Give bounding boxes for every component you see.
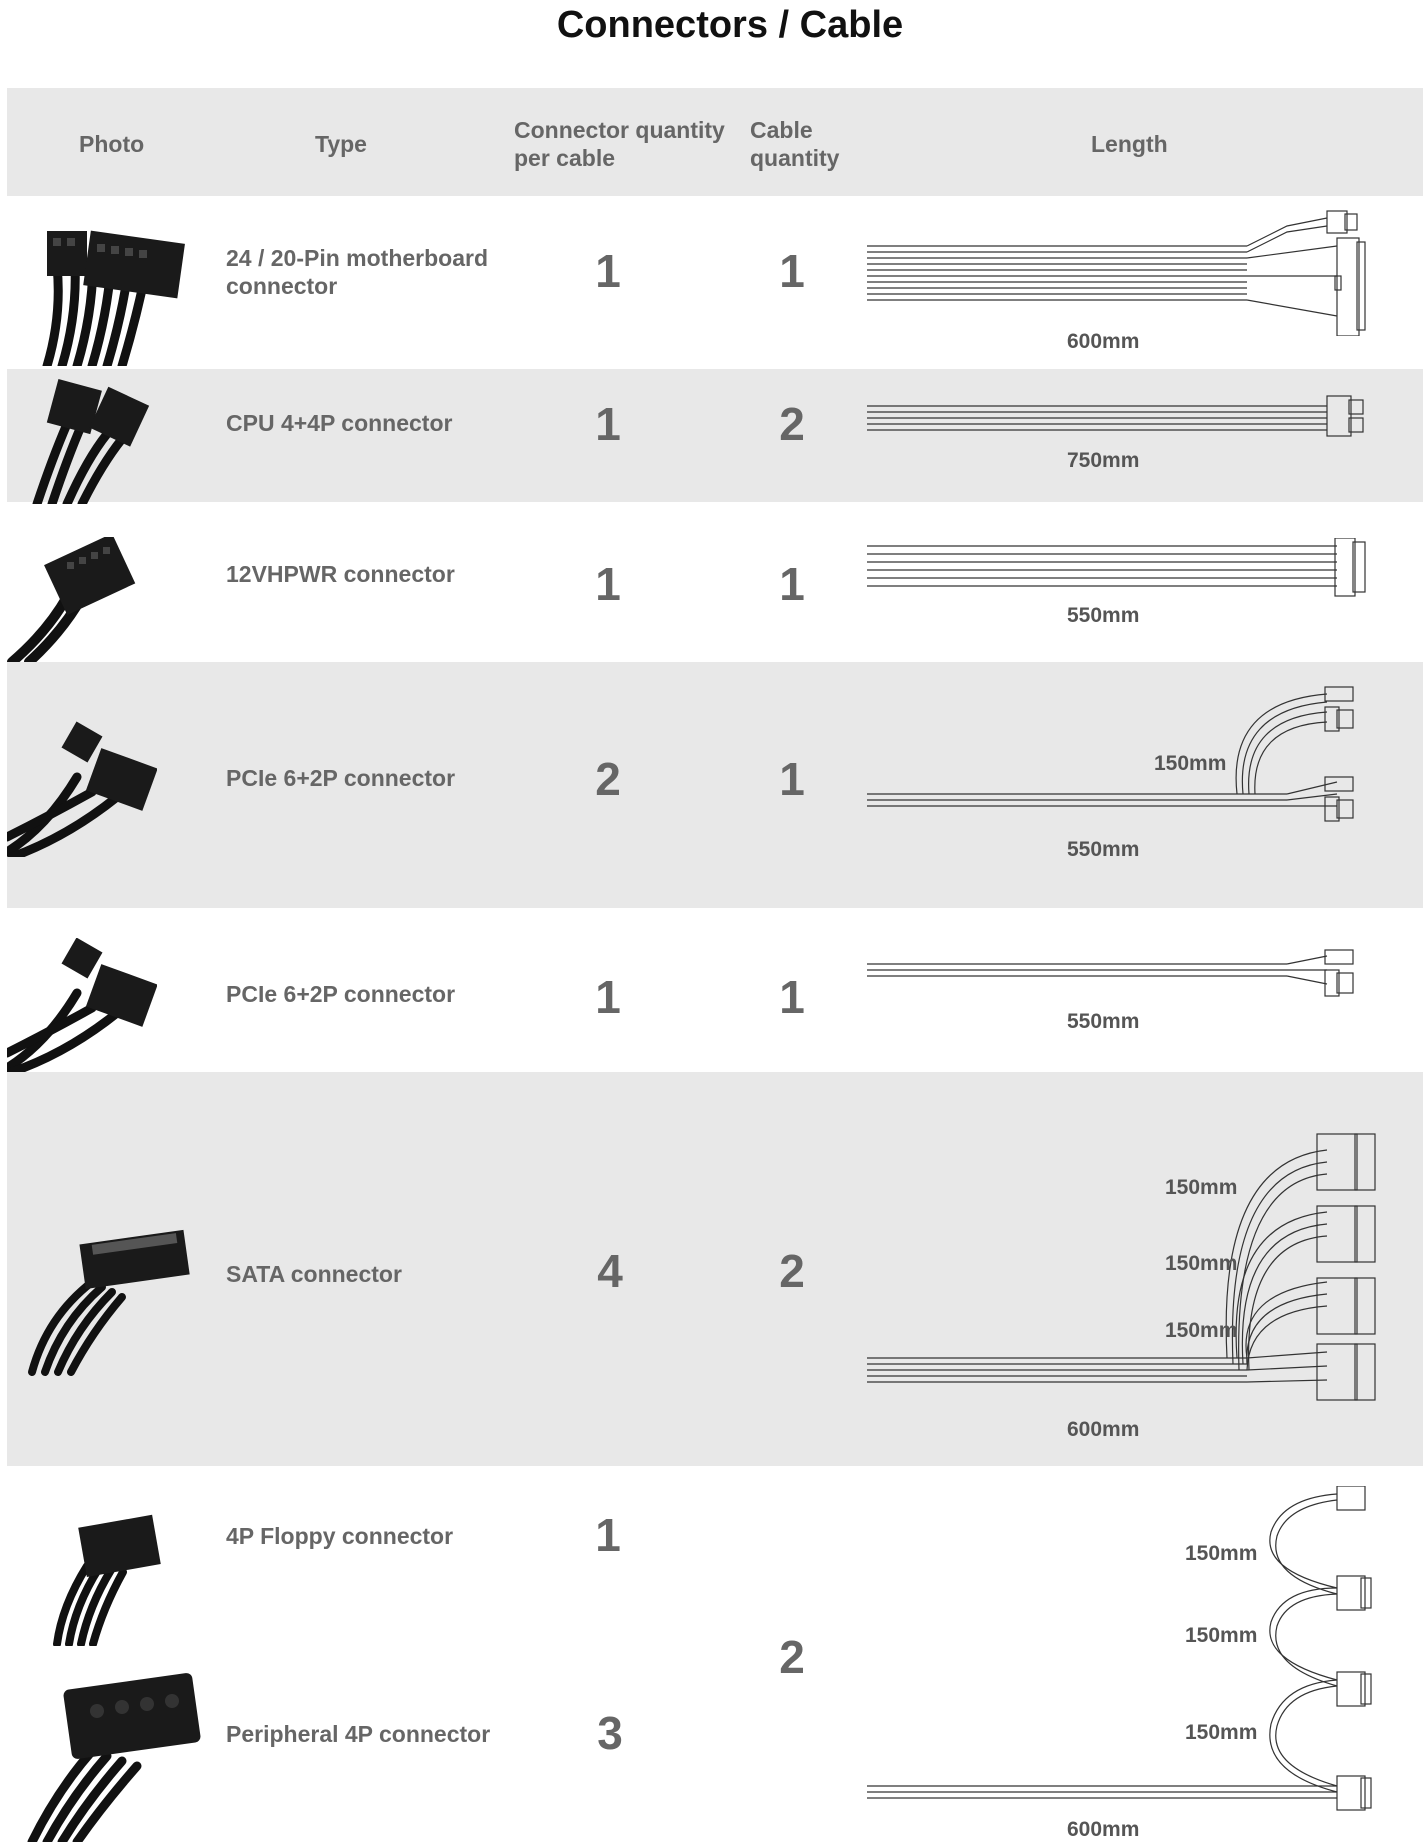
length-label: 550mm — [1067, 1010, 1140, 1033]
table-row — [7, 908, 1423, 1072]
length-label: 150mm — [1165, 1319, 1238, 1342]
header-cable-quantity-line2: quantity — [750, 145, 840, 171]
header-cable-quantity-line1: Cable — [750, 117, 813, 143]
length-label: 150mm — [1165, 1252, 1238, 1275]
cable-diagram — [867, 948, 1387, 1008]
connector-quantity: 1 — [595, 971, 621, 1023]
type-label: 4P Floppy connector — [226, 1523, 454, 1549]
length-label: 150mm — [1165, 1176, 1238, 1199]
connector-quantity: 1 — [595, 558, 621, 610]
length-label: 750mm — [1067, 449, 1140, 472]
connector-quantity: 3 — [597, 1707, 623, 1759]
length-label: 150mm — [1185, 1624, 1258, 1647]
header-length: Length — [1091, 131, 1168, 157]
type-label: PCIe 6+2P connector — [226, 765, 456, 791]
atx-24pin-cable-photo — [7, 206, 187, 366]
table-row — [7, 369, 1423, 502]
cable-quantity: 1 — [779, 971, 805, 1023]
length-label: 600mm — [1067, 1418, 1140, 1441]
header-connector-quantity-line1: Connector quantity — [514, 117, 725, 143]
connector-quantity: 4 — [597, 1245, 623, 1297]
length-label: 150mm — [1185, 1721, 1258, 1744]
cpu-cable-photo — [7, 379, 167, 504]
length-label: 150mm — [1154, 752, 1227, 775]
cable-quantity: 2 — [779, 1245, 805, 1297]
pcie-cable-photo — [7, 938, 157, 1072]
type-label: 12VHPWR connector — [226, 561, 455, 587]
cable-diagram — [867, 206, 1387, 336]
pcie-cable-photo — [7, 717, 157, 857]
cable-diagram — [867, 538, 1387, 608]
cable-quantity: 1 — [779, 245, 805, 297]
connector-quantity: 2 — [595, 753, 621, 805]
cable-diagram — [867, 1122, 1387, 1422]
header-type: Type — [315, 131, 367, 157]
type-label: SATA connector — [226, 1261, 402, 1287]
cable-quantity: 2 — [779, 1631, 805, 1683]
cable-diagram — [867, 682, 1387, 832]
header-photo: Photo — [79, 131, 145, 157]
type-label: 24 / 20-Pin motherboard connector — [226, 245, 489, 299]
length-label: 600mm — [1067, 330, 1140, 353]
table-row — [7, 502, 1423, 662]
type-label: PCIe 6+2P connector — [226, 981, 456, 1007]
cable-quantity: 1 — [779, 558, 805, 610]
cable-diagram — [867, 1486, 1387, 1816]
sata-cable-photo — [7, 1217, 197, 1377]
type-label: Peripheral 4P connector — [226, 1721, 491, 1747]
length-label: 150mm — [1185, 1542, 1258, 1565]
cable-quantity: 1 — [779, 753, 805, 805]
12vhpwr-cable-photo — [7, 537, 147, 662]
length-label: 600mm — [1067, 1818, 1140, 1841]
table-row — [7, 1072, 1423, 1466]
type-label: CPU 4+4P connector — [226, 410, 453, 436]
table-row — [7, 196, 1423, 369]
cable-diagram — [867, 394, 1387, 454]
cable-quantity: 2 — [779, 398, 805, 450]
table-row — [7, 1466, 1423, 1842]
connector-quantity: 1 — [595, 1509, 621, 1561]
connector-quantity: 1 — [595, 245, 621, 297]
header-connector-quantity-line2: per cable — [514, 145, 615, 171]
molex-cable-photo — [7, 1671, 207, 1842]
table-row — [7, 662, 1423, 908]
floppy-cable-photo — [7, 1496, 167, 1646]
page-title: Connectors / Cable — [556, 4, 904, 46]
connector-quantity: 1 — [595, 398, 621, 450]
table-header — [7, 88, 1423, 196]
length-label: 550mm — [1067, 604, 1140, 627]
length-label: 550mm — [1067, 838, 1140, 861]
